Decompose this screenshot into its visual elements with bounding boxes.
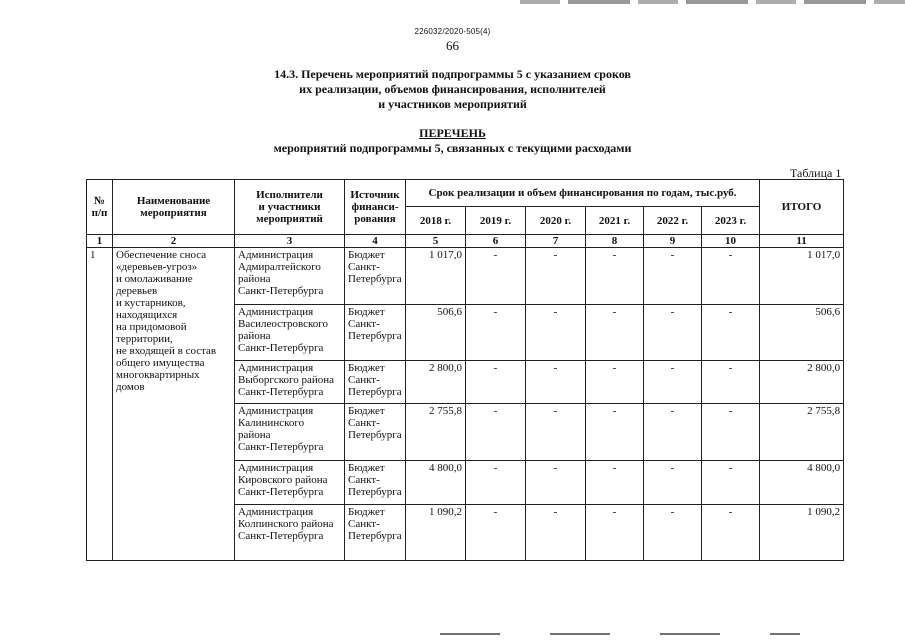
activity-name: Обеспечение сноса «деревьев-угроз» и омолаживание деревьев и кустарников, находящихся на придомовой территории, не входящей в состав общего имущества многоквартирных домов [113, 248, 235, 561]
column-number: 5 [406, 235, 466, 248]
header-year-2018: 2018 г. [406, 207, 466, 235]
value-2023: - [702, 248, 760, 305]
header-year-2023: 2023 г. [702, 207, 760, 235]
value-2022: - [644, 305, 702, 361]
header-year-2019: 2019 г. [466, 207, 526, 235]
value-2020: - [526, 404, 586, 461]
value-2018: 1 090,2 [406, 505, 466, 561]
source-cell: Бюджет Санкт- Петербурга [345, 361, 406, 404]
value-2019: - [466, 305, 526, 361]
value-2021: - [586, 361, 644, 404]
section-title-line: и участников мероприятий [378, 97, 527, 111]
column-number: 11 [760, 235, 844, 248]
column-number: 3 [235, 235, 345, 248]
value-2019: - [466, 404, 526, 461]
source-cell: Бюджет Санкт- Петербурга [345, 305, 406, 361]
value-2022: - [644, 461, 702, 505]
scan-bottom-marks [440, 633, 800, 635]
section-title [0, 67, 905, 112]
value-2022: - [644, 505, 702, 561]
header-total: ИТОГО [760, 180, 844, 235]
value-2020: - [526, 505, 586, 561]
table-label: Таблица 1 [790, 166, 842, 180]
value-2022: - [644, 404, 702, 461]
source-cell: Бюджет Санкт- Петербурга [345, 248, 406, 305]
value-2018: 4 800,0 [406, 461, 466, 505]
value-2021: - [586, 505, 644, 561]
header-year-2020: 2020 г. [526, 207, 586, 235]
table-row [87, 248, 844, 305]
value-2023: - [702, 461, 760, 505]
section-title-line: их реализации, объемов финансирования, исполнителей [299, 82, 606, 96]
section-title-line: 14.3. Перечень мероприятий подпрограммы 5 с указанием сроков [274, 67, 631, 81]
table-header [87, 180, 844, 235]
value-2023: - [702, 505, 760, 561]
value-2018: 2 755,8 [406, 404, 466, 461]
value-2018: 506,6 [406, 305, 466, 361]
source-cell: Бюджет Санкт- Петербурга [345, 404, 406, 461]
source-cell: Бюджет Санкт- Петербурга [345, 461, 406, 505]
executor-cell: Администрация Колпинского района Санкт-Петербурга [235, 505, 345, 561]
value-2023: - [702, 404, 760, 461]
value-total: 2 755,8 [760, 404, 844, 461]
header-year-2021: 2021 г. [586, 207, 644, 235]
value-2021: - [586, 461, 644, 505]
value-2022: - [644, 248, 702, 305]
value-2018: 1 017,0 [406, 248, 466, 305]
list-subtitle: мероприятий подпрограммы 5, связанных с текущими расходами [273, 141, 632, 155]
list-title [0, 126, 905, 156]
header-num: № п/п [87, 180, 113, 235]
executor-cell: Администрация Выборгского района Санкт-Петербурга [235, 361, 345, 404]
column-number: 7 [526, 235, 586, 248]
value-2019: - [466, 461, 526, 505]
source-cell: Бюджет Санкт- Петербурга [345, 505, 406, 561]
scan-top-edge-line [520, 0, 905, 4]
value-2018: 2 800,0 [406, 361, 466, 404]
value-2020: - [526, 305, 586, 361]
header-period-group: Срок реализации и объем финансирования по годам, тыс.руб. [406, 180, 760, 207]
header-source: Источник финанси- рования [345, 180, 406, 235]
value-total: 1 090,2 [760, 505, 844, 561]
column-numbers-row [87, 235, 844, 248]
row-number: 1 [87, 248, 113, 561]
value-2021: - [586, 305, 644, 361]
column-number: 6 [466, 235, 526, 248]
column-number: 1 [87, 235, 113, 248]
header-name: Наименование мероприятия [113, 180, 235, 235]
list-title-caps: ПЕРЕЧЕНЬ [419, 126, 486, 140]
value-2022: - [644, 361, 702, 404]
executor-cell: Администрация Василеостровского района Санкт-Петербурга [235, 305, 345, 361]
value-total: 1 017,0 [760, 248, 844, 305]
value-2021: - [586, 404, 644, 461]
value-2021: - [586, 248, 644, 305]
value-total: 4 800,0 [760, 461, 844, 505]
value-2019: - [466, 361, 526, 404]
column-number: 9 [644, 235, 702, 248]
value-2023: - [702, 361, 760, 404]
activities-table [86, 179, 844, 561]
table-body [87, 235, 844, 561]
executor-cell: Администрация Адмиралтейского района Санкт-Петербурга [235, 248, 345, 305]
column-number: 2 [113, 235, 235, 248]
value-2020: - [526, 248, 586, 305]
column-number: 4 [345, 235, 406, 248]
document-code: 226032/2020-505(4) [414, 27, 491, 36]
value-total: 2 800,0 [760, 361, 844, 404]
value-2019: - [466, 505, 526, 561]
value-total: 506,6 [760, 305, 844, 361]
header-year-2022: 2022 г. [644, 207, 702, 235]
page-number: 66 [446, 38, 459, 53]
column-number: 10 [702, 235, 760, 248]
executor-cell: Администрация Кировского района Санкт-Петербурга [235, 461, 345, 505]
value-2019: - [466, 248, 526, 305]
value-2020: - [526, 361, 586, 404]
column-number: 8 [586, 235, 644, 248]
value-2020: - [526, 461, 586, 505]
executor-cell: Администрация Калининского района Санкт-Петербурга [235, 404, 345, 461]
value-2023: - [702, 305, 760, 361]
header-executors: Исполнители и участники мероприятий [235, 180, 345, 235]
